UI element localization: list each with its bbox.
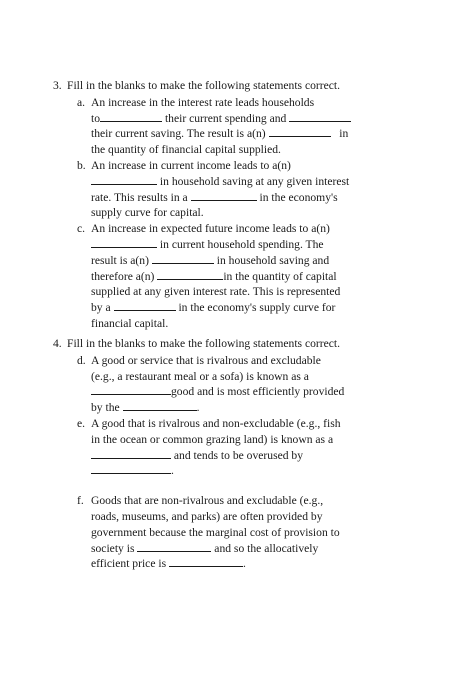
text-fragment: and tends to be overused by xyxy=(173,448,304,462)
item-f xyxy=(77,493,393,572)
text-line xyxy=(91,174,383,190)
item-label: b. xyxy=(77,158,86,172)
text-fragment: by the xyxy=(91,401,120,415)
text-fragment: their current spending and xyxy=(164,111,287,125)
text-fragment: to xyxy=(91,111,101,125)
text-fragment: . xyxy=(196,401,200,415)
text-line xyxy=(91,448,383,464)
question-3 xyxy=(53,78,393,332)
fill-in-blank[interactable] xyxy=(91,237,157,248)
fill-in-blank[interactable] xyxy=(137,541,211,552)
text-line xyxy=(91,126,383,142)
fill-in-blank[interactable] xyxy=(169,556,243,567)
fill-in-blank[interactable] xyxy=(123,400,197,411)
fill-in-blank[interactable] xyxy=(114,300,176,311)
text-fragment: in the quantity of capital xyxy=(223,269,337,283)
question-4 xyxy=(53,336,393,572)
item-label: e. xyxy=(77,416,86,430)
text-fragment: in the economy's xyxy=(259,190,338,204)
text-line: roads, museums, and parks) are often provided by xyxy=(91,509,323,523)
text-line: supply curve for capital. xyxy=(91,206,204,220)
item-label: f. xyxy=(77,494,84,508)
text-line xyxy=(91,269,383,285)
item-e xyxy=(77,416,393,479)
item-b xyxy=(77,158,393,221)
text-line xyxy=(91,111,383,127)
text-line: supplied at any given interest rate. This is represented xyxy=(91,285,341,299)
item-label: a. xyxy=(77,95,86,109)
text-line xyxy=(91,556,383,572)
text-line: the quantity of financial capital supplied. xyxy=(91,143,281,157)
text-line: A good or service that is rivalrous and excludable xyxy=(91,353,321,367)
fill-in-blank[interactable] xyxy=(91,463,171,474)
fill-in-blank[interactable] xyxy=(91,448,171,459)
text-line xyxy=(91,400,383,416)
fill-in-blank[interactable] xyxy=(191,190,257,201)
text-line: financial capital. xyxy=(91,316,169,330)
text-line: An increase in current income leads to a(n) xyxy=(91,158,291,172)
text-line xyxy=(91,237,383,253)
text-fragment: in current household spending. The xyxy=(159,237,324,251)
text-fragment: in the economy's supply curve for xyxy=(178,301,336,315)
text-line xyxy=(91,463,383,479)
fill-in-blank[interactable] xyxy=(100,111,162,122)
item-d xyxy=(77,353,393,416)
text-fragment: good and is most efficiently provided xyxy=(171,385,345,399)
text-line xyxy=(91,253,383,269)
text-line: (e.g., a restaurant meal or a sofa) is known as a xyxy=(91,369,309,383)
text-fragment: . xyxy=(243,557,246,571)
text-fragment: their current saving. The result is a(n) xyxy=(91,127,266,141)
text-line: A good that is rivalrous and non-excludable (e.g., fish xyxy=(91,416,341,430)
text-line: An increase in the interest rate leads households xyxy=(91,95,315,109)
text-line xyxy=(91,190,383,206)
item-c xyxy=(77,221,393,332)
question-prompt: Fill in the blanks to make the following statements correct. xyxy=(67,79,341,92)
text-line xyxy=(91,300,383,316)
item-a xyxy=(77,95,393,158)
text-line: Goods that are non-rivalrous and excludable (e.g., xyxy=(91,494,324,508)
fill-in-blank[interactable] xyxy=(91,384,171,395)
text-fragment: in xyxy=(339,127,349,141)
text-fragment: result is a(n) xyxy=(91,253,149,267)
fill-in-blank[interactable] xyxy=(157,269,223,280)
item-label: d. xyxy=(77,353,86,367)
fill-in-blank[interactable] xyxy=(269,126,331,137)
text-fragment: society is xyxy=(91,541,135,555)
text-fragment: . xyxy=(171,464,174,478)
text-fragment: therefore a(n) xyxy=(91,269,155,283)
fill-in-blank[interactable] xyxy=(91,174,157,185)
text-fragment: and so the allocatively xyxy=(214,541,319,555)
text-fragment: rate. This results in a xyxy=(91,190,188,204)
text-line xyxy=(91,541,383,557)
text-fragment: efficient price is xyxy=(91,557,167,571)
item-label: c. xyxy=(77,222,86,236)
fill-in-blank[interactable] xyxy=(289,111,351,122)
text-line: government because the marginal cost of provision to xyxy=(91,525,340,539)
text-line: An increase in expected future income leads to a(n) xyxy=(91,222,330,236)
question-number: 4. xyxy=(53,337,62,350)
text-line xyxy=(91,384,383,400)
fill-in-blank[interactable] xyxy=(152,253,214,264)
question-prompt: Fill in the blanks to make the following statements correct. xyxy=(67,337,341,350)
text-line: in the ocean or common grazing land) is known as a xyxy=(91,432,334,446)
text-fragment: in household saving and xyxy=(216,253,330,267)
question-number: 3. xyxy=(53,79,62,92)
text-fragment: in household saving at any given interest xyxy=(159,174,350,188)
text-fragment: by a xyxy=(91,301,111,315)
